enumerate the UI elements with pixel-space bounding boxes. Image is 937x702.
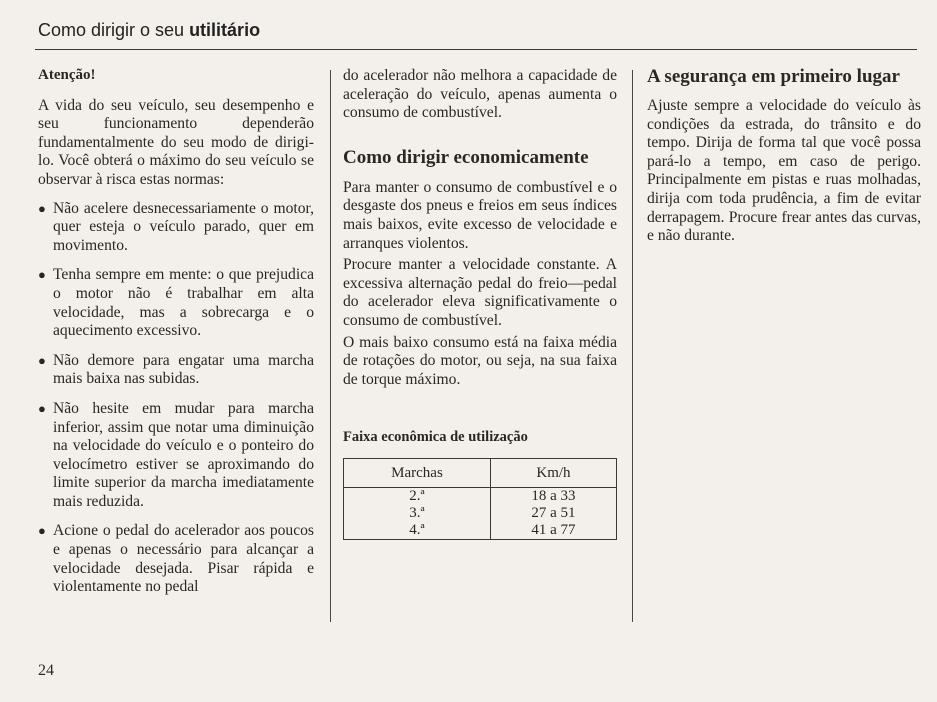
list-item [38, 200, 314, 256]
continuation-paragraph: do acelerador não melhora a capacidade de aceleração do veículo, apenas aumenta o consumo de combustível. [343, 67, 617, 122]
column-middle [343, 67, 617, 540]
table-cell: 27 a 51 [490, 505, 616, 522]
header-rule [35, 49, 917, 50]
list-item-text: Não demore para engatar uma marcha mais baixa nas subidas. [53, 351, 314, 388]
intro-paragraph: A vida do seu veículo, seu desempenho e seu funcionamento dependerão fundamentalmente do seu modo de dirigi-lo. Você obterá o máximo do seu veículo se observar à risca estas normas: [38, 96, 314, 188]
table-header-row [344, 458, 617, 487]
bullet-icon: ● [38, 200, 46, 216]
bullet-icon: ● [38, 352, 46, 368]
list-item [38, 266, 314, 340]
table-cell: 18 a 33 [490, 487, 616, 505]
list-item-text: Não acelere desnecessariamente o motor, quer esteja o veículo parado, quer em movimento. [53, 199, 314, 254]
gear-speed-table [343, 458, 617, 540]
table-cell: 3.ª [344, 505, 491, 522]
attention-title: Atenção! [38, 67, 96, 83]
table-title: Faixa econômica de utilização [343, 429, 528, 446]
table-header: Marchas [344, 458, 491, 487]
table-row [344, 487, 617, 505]
table-cell: 41 a 77 [490, 522, 616, 540]
bullet-icon: ● [38, 400, 46, 416]
column-divider-right [632, 70, 633, 622]
running-header [38, 20, 260, 41]
column-left [38, 66, 314, 608]
column-divider-left [330, 70, 331, 622]
economy-paragraph-1: Para manter o consumo de combustível e o desgaste dos pneus e freios em seus índices mais baixos, evite excesso de velocidade e arranques violentos. [343, 178, 617, 252]
table-row [344, 522, 617, 540]
bullet-icon: ● [38, 523, 46, 539]
column-right [647, 66, 921, 246]
bullet-icon: ● [38, 267, 46, 283]
header-title-bold: utilitário [189, 20, 261, 40]
table-cell: 4.ª [344, 522, 491, 540]
economy-paragraph-3: O mais baixo consumo está na faixa média de rotações do motor, ou seja, na sua faixa de torque máximo. [343, 333, 617, 388]
table-header: Km/h [490, 458, 616, 487]
section-heading-economy: Como dirigir economicamente [343, 146, 589, 168]
section-heading-safety: A segurança em primeiro lugar [647, 66, 900, 87]
header-title-regular: Como dirigir o seu [38, 20, 190, 40]
table-cell: 2.ª [344, 487, 491, 505]
list-item-text: Acione o pedal do acelerador aos poucos e apenas o necessário para alcançar a velocidade desejada. Pisar rápida e violentamente no pedal [53, 522, 314, 596]
list-item [38, 352, 314, 389]
table-row [344, 505, 617, 522]
page-number: 24 [38, 662, 54, 679]
safety-paragraph: Ajuste sempre a velocidade do veículo às condições da estrada, do trânsito e do tempo. Dirija de forma tal que você possa pará-lo a tempo, em caso de perigo. Principalmente em pistas e ruas molhadas, dirija com toda prudência, a fim de evitar derrapagem. Procure frear antes das curvas, e não durante. [647, 97, 921, 245]
list-item [38, 522, 314, 596]
economy-paragraph-2: Procure manter a velocidade constante. A excessiva alternação pedal do freio—pedal do acelerador eleva significativamente o consumo de combustível. [343, 256, 617, 329]
list-item-text: Não hesite em mudar para marcha inferior, assim que notar uma diminuição na velocidade do veículo e o ponteiro do velocímetro estiver se aproximando do limite superior da marcha imediatamente mais reduzida. [53, 399, 314, 510]
list-item [38, 400, 314, 512]
tips-list [38, 200, 314, 597]
list-item-text: Tenha sempre em mente: o que prejudica o motor não é trabalhar em alta velocidade, mas a sobrecarga e o aquecimento excessivo. [53, 266, 314, 340]
